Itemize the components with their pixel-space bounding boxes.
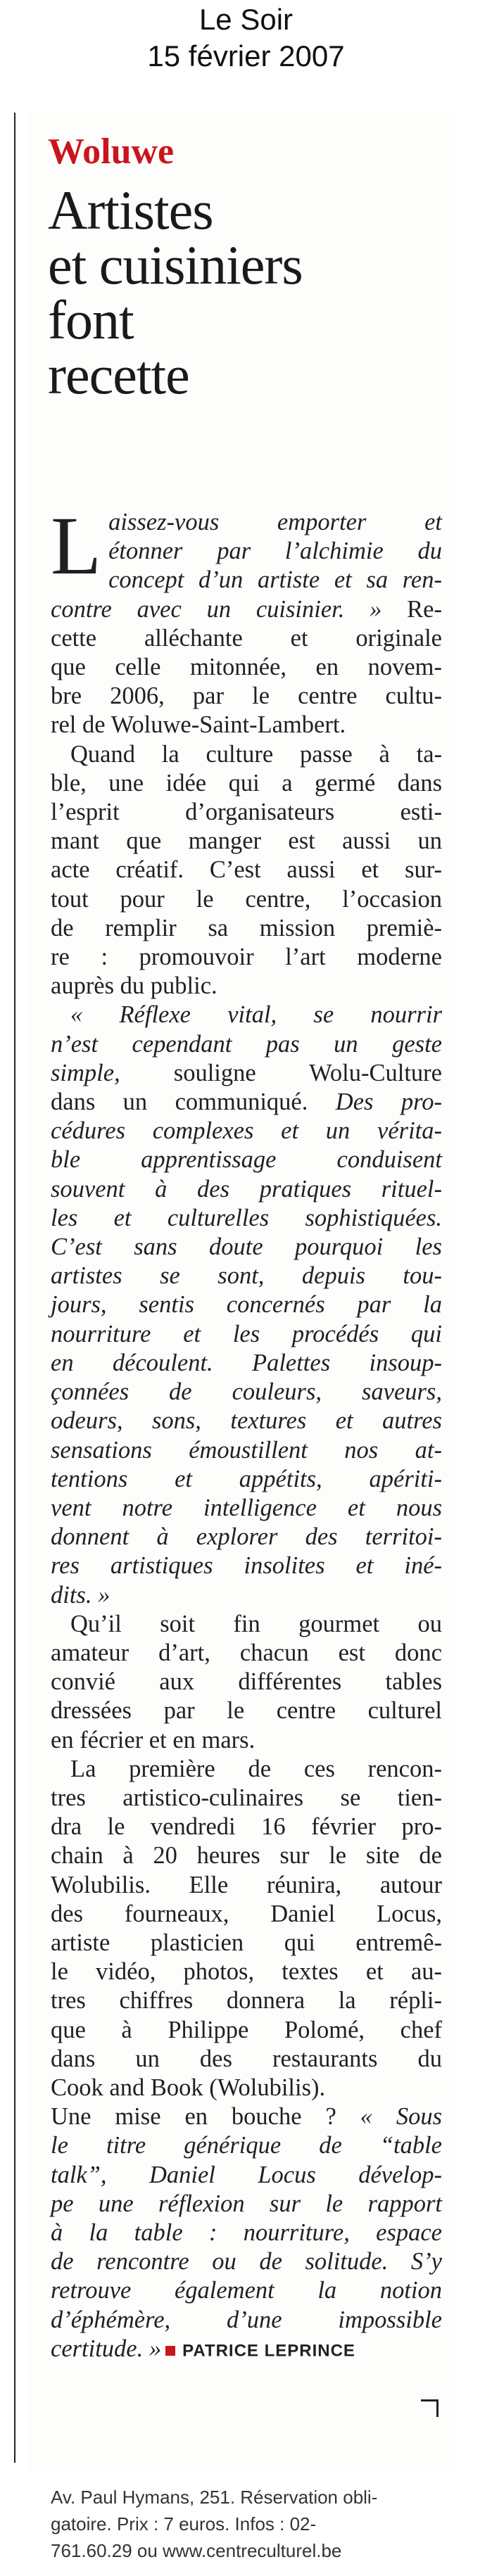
- paragraph: [51, 1001, 442, 1609]
- text-line: talk”, Daniel Locus dévelop-: [51, 2161, 442, 2188]
- text-line: Cook and Book (Wolubilis).: [51, 2074, 326, 2101]
- text-line: pe une réflexion sur le rapport: [51, 2190, 442, 2217]
- column-rule: [14, 113, 15, 2463]
- text-line: [51, 1088, 442, 1117]
- text-line: à la table : nourriture, espace: [51, 2219, 442, 2246]
- section-label: Woluwe: [48, 132, 175, 172]
- text-line: que celle mitonnée, en novem-: [51, 654, 442, 681]
- text-fragment: « Sous: [336, 2103, 442, 2131]
- text-line: dits. »: [51, 1581, 111, 1609]
- text-line: [51, 1059, 442, 1088]
- text-line: jours, sentis concernés par la: [51, 1291, 442, 1319]
- text-line: dressées par le centre culturel: [51, 1697, 442, 1725]
- text-line: que à Philippe Polomé, chef: [51, 2016, 442, 2043]
- text-line: res artistiques insolites et iné-: [51, 1552, 442, 1580]
- text-line: le vidéo, photos, textes et au-: [51, 1958, 442, 1986]
- text-line: étonner par l’alchimie du: [108, 538, 442, 565]
- text-fragment: Des pro-: [308, 1089, 442, 1116]
- paragraph-lead: [51, 500, 442, 740]
- headline-line: et cuisiniers: [48, 234, 303, 296]
- footer-line: 761.60.29 ou www.centreculturel.be: [51, 2540, 342, 2561]
- text-line: cette alléchante et originale: [51, 624, 442, 652]
- text-line: retrouve également la notion: [51, 2277, 442, 2304]
- text-line: souvent à des pratiques rituel-: [51, 1175, 442, 1203]
- publication-name: Le Soir: [198, 3, 294, 36]
- text-line: tout pour le centre, l’occasion: [51, 885, 442, 913]
- page-header: [0, 0, 492, 75]
- text-line: n’est cependant pas un geste: [51, 1030, 442, 1058]
- text-line: mant que manger est aussi un: [51, 827, 442, 855]
- text-line: sensations émoustillent nos at-: [51, 1436, 442, 1464]
- text-line: tres artistico-culinaires se tien-: [51, 1784, 442, 1811]
- corner-mark: [421, 2399, 439, 2417]
- text-line: rel de Woluwe-Saint-Lambert.: [51, 711, 346, 739]
- text-line: ble apprentissage conduisent: [51, 1146, 442, 1174]
- paragraph: [51, 1610, 442, 1755]
- text-line: donnent à explorer des territoi-: [51, 1523, 442, 1551]
- text-line: en fécrier et en mars.: [51, 1726, 256, 1753]
- text-line: dans un des restaurants du: [51, 2045, 442, 2072]
- text-line: artistes se sont, depuis tou-: [51, 1262, 442, 1290]
- text-line: acte créatif. C’est aussi et sur-: [51, 856, 442, 884]
- text-line: [51, 2102, 442, 2131]
- text-line: vent notre intelligence et nous: [51, 1494, 442, 1521]
- end-mark-square-icon: [165, 2346, 175, 2356]
- headline-line: font: [48, 289, 134, 350]
- text-fragment: certitude. »: [51, 2335, 162, 2362]
- text-line: La première de ces rencon-: [70, 1755, 442, 1782]
- text-fragment: dans un communiqué.: [51, 1089, 308, 1116]
- text-line: aissez-vous emporter et: [108, 509, 442, 535]
- headline-line: recette: [48, 344, 189, 405]
- drop-cap: L: [51, 500, 102, 592]
- text-fragment: Re-: [381, 595, 442, 623]
- text-line: ble, une idée qui a germé dans: [51, 769, 442, 797]
- text-fragment: simple,: [51, 1059, 120, 1086]
- text-line: Wolubilis. Elle réunira, autour: [51, 1871, 442, 1898]
- article-body: [51, 500, 442, 2365]
- paragraph: [51, 740, 442, 1001]
- paragraph: [51, 1755, 442, 2366]
- text-line: l’esprit d’organisateurs esti-: [51, 799, 442, 826]
- text-line: Qu’il soit fin gourmet ou: [70, 1610, 442, 1637]
- text-line: concept d’un artiste et sa ren-: [108, 566, 442, 594]
- text-line: cédures complexes et un vérita-: [51, 1117, 442, 1145]
- text-line: tres chiffres donnera la répli-: [51, 1987, 442, 2015]
- text-fragment: Une mise en bouche ?: [51, 2103, 336, 2131]
- text-line: amateur d’art, chacun est donc: [51, 1639, 442, 1666]
- footer-line: gatoire. Prix : 7 euros. Infos : 02-: [51, 2513, 317, 2534]
- text-line: odeurs, sons, textures et autres: [51, 1407, 442, 1435]
- text-line: de remplir sa mission premiè-: [51, 914, 442, 941]
- text-line: re : promouvoir l’art moderne: [51, 944, 442, 971]
- text-line: [51, 2335, 442, 2366]
- text-line: [51, 595, 442, 624]
- text-line: Quand la culture passe à ta-: [70, 740, 442, 768]
- text-fragment: contre avec un cuisinier. »: [51, 595, 382, 623]
- text-line: chain à 20 heures sur le site de: [51, 1842, 442, 1870]
- author-byline: PATRICE LEPRINCE: [182, 2341, 355, 2361]
- text-line: des fourneaux, Daniel Locus,: [51, 1900, 442, 1927]
- publication-date: 15 février 2007: [147, 39, 345, 72]
- text-line: le titre générique de “table: [51, 2132, 442, 2159]
- text-line: tentions et appétits, apériti-: [51, 1465, 442, 1492]
- text-fragment: souligne Wolu-Culture: [120, 1059, 442, 1086]
- info-footer: [51, 2484, 445, 2564]
- text-line: çonnées de couleurs, saveurs,: [51, 1378, 442, 1406]
- text-line: nourriture et les procédés qui: [51, 1320, 442, 1347]
- text-line: « Réflexe vital, se nourrir: [70, 1001, 442, 1029]
- headline-line: Artistes: [48, 179, 213, 241]
- text-line: artiste plasticien qui entremê-: [51, 1929, 442, 1956]
- headline: [48, 179, 442, 405]
- text-line: les et culturelles sophistiquées.: [51, 1204, 442, 1231]
- text-line: C’est sans doute pourquoi les: [51, 1233, 442, 1261]
- text-line: en découlent. Palettes insoup-: [51, 1349, 442, 1376]
- text-line: d’éphémère, d’une impossible: [51, 2306, 442, 2333]
- footer-line: Av. Paul Hymans, 251. Réservation obli-: [51, 2487, 378, 2508]
- text-line: bre 2006, par le centre cultu-: [51, 683, 442, 710]
- text-line: de rencontre ou de solitude. S’y: [51, 2248, 442, 2276]
- text-line: dra le vendredi 16 février pro-: [51, 1813, 442, 1841]
- text-line: auprès du public.: [51, 972, 217, 1000]
- text-line: convié aux différentes tables: [51, 1668, 442, 1696]
